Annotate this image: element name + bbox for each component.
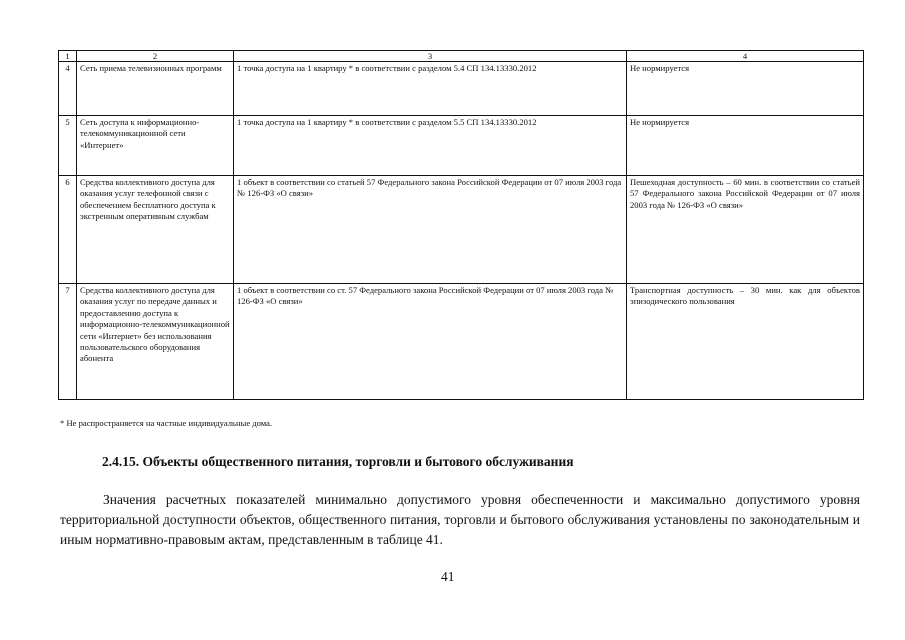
- header-cell: 1: [59, 51, 77, 62]
- table-row: [59, 116, 864, 176]
- table-footnote: * Не распространяется на частные индивидуальные дома.: [60, 418, 273, 428]
- row-number: 5: [59, 116, 77, 176]
- row-minimum-level: 1 точка доступа на 1 квартиру * в соответствии с разделом 5.4 СП 134.13330.2012: [234, 62, 627, 116]
- table-row: [59, 176, 864, 284]
- row-number: 7: [59, 284, 77, 400]
- row-accessibility: Пешеходная доступность – 60 мин. в соответствии со статьей 57 Федерального закона Российской Федерации от 07 июля 2003 года № 126-ФЗ «О связи»: [627, 176, 864, 284]
- row-object-name: Средства коллективного доступа для оказания услуг по передаче данных и предоставлению доступа к информационно-телекоммуникационной сети «Интернет» без использования пользовательского оборудования абонента: [77, 284, 234, 400]
- table-row: [59, 62, 864, 116]
- row-object-name: Сеть доступа к информационно-телекоммуникационной сети «Интернет»: [77, 116, 234, 176]
- standards-table: [58, 50, 864, 400]
- table-header-row: [59, 51, 864, 62]
- row-object-name: Сеть приема телевизионных программ: [77, 62, 234, 116]
- row-minimum-level: 1 объект в соответствии со ст. 57 Федерального закона Российской Федерации от 07 июля 2003 года № 126-ФЗ «О связи»: [234, 284, 627, 400]
- row-number: 6: [59, 176, 77, 284]
- header-cell: 4: [627, 51, 864, 62]
- header-cell: 2: [77, 51, 234, 62]
- header-cell: 3: [234, 51, 627, 62]
- row-number: 4: [59, 62, 77, 116]
- row-object-name: Средства коллективного доступа для оказания услуг телефонной связи с обеспечением бесплатного доступа к экстренным оперативным службам: [77, 176, 234, 284]
- row-accessibility: Не нормируется: [627, 116, 864, 176]
- row-accessibility: Транспортная доступность – 30 мин. как для объектов эпизодического пользования: [627, 284, 864, 400]
- body-paragraph: Значения расчетных показателей минимально допустимого уровня обеспеченности и максимально допустимого уровня территориальной доступности объектов, общественного питания, торговли и бытового обслуживания установлены по законодательным и иным нормативно-правовым актам, представленным в таблице 41.: [60, 492, 860, 547]
- row-minimum-level: 1 точка доступа на 1 квартиру * в соответствии с разделом 5.5 СП 134.13330.2012: [234, 116, 627, 176]
- row-minimum-level: 1 объект в соответствии со статьей 57 Федерального закона Российской Федерации от 07 июля 2003 года № 126-ФЗ «О связи»: [234, 176, 627, 284]
- row-accessibility: Не нормируется: [627, 62, 864, 116]
- page-number: 41: [441, 569, 455, 584]
- section-heading: 2.4.15. Объекты общественного питания, торговли и бытового обслуживания: [102, 454, 574, 469]
- table-row: [59, 284, 864, 400]
